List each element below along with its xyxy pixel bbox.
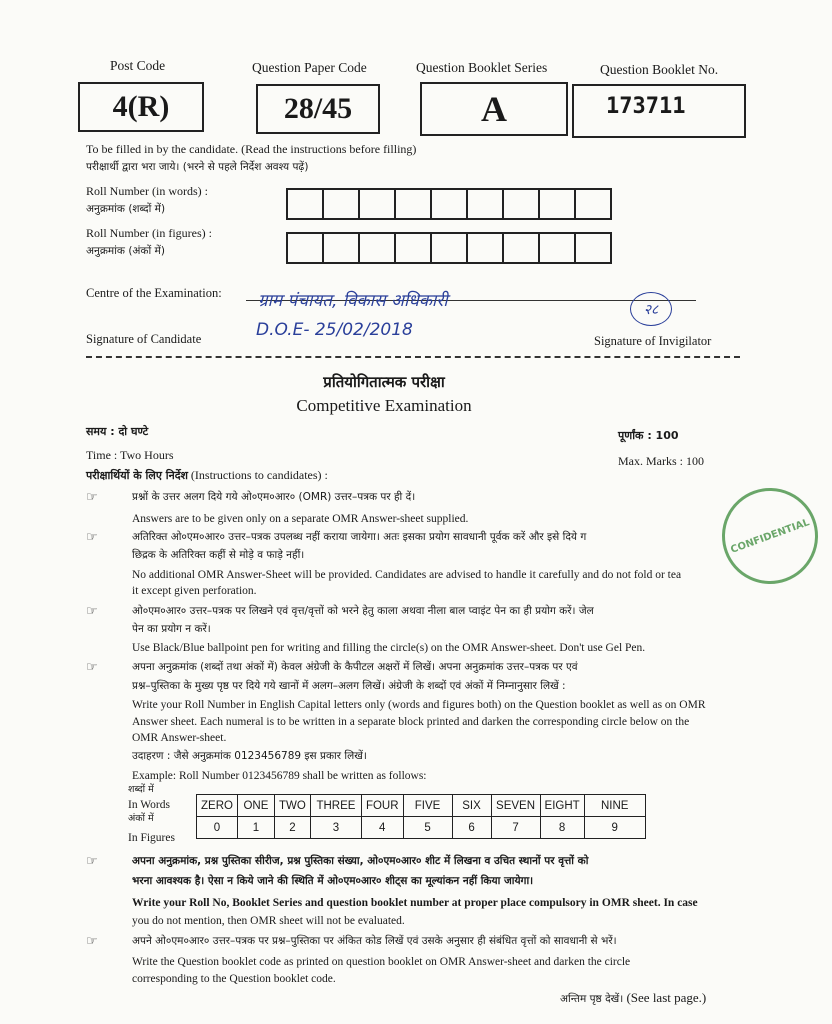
circled-number (630, 292, 672, 326)
instruction-5-hi: अपना अनुक्रमांक, प्रश्न पुस्तिका सीरीज, प्रश्न पुस्तिका संख्या, ओ०एम०आर० शीट में लिखना व उचित स्थानों पर वृत्तों को (132, 855, 589, 867)
pointing-hand-icon: ☞ (86, 934, 98, 949)
roll-words-boxes[interactable] (288, 188, 612, 220)
instruction-3-hi: ओ०एम०आर० उत्तर–पत्रक पर लिखने एवं वृत्त/वृत्तों को भरने हेतु काला अथवा नीला बाल प्वाइंट पेन का ही प्रयोग करें। जेल (132, 605, 594, 617)
centre-handwritten: ग्राम पंचायत, विकास अधिकारी (258, 291, 448, 311)
pointing-hand-icon: ☞ (86, 604, 98, 619)
in-words-en: In Words (128, 799, 170, 811)
exam-title-en: Competitive Examination (296, 396, 472, 415)
see-last-page-hi: अन्तिम पृष्ठ देखें। (560, 993, 624, 1005)
table-cell: 8 (540, 817, 584, 839)
instruction-2-hi: अतिरिक्त ओ०एम०आर० उत्तर–पत्रक उपलब्ध नहीं कराया जायेगा। अतः इसका प्रयोग सावधानी पूर्वक करें और इसे दिये ग (132, 531, 587, 543)
instruction-4-en-2: Answer sheet. Each numeral is to be written in a separate block printed and darken the corresponding circle below on the (132, 716, 690, 728)
example-en: Example: Roll Number 0123456789 shall be written as follows: (132, 770, 427, 782)
confidential-stamp (722, 480, 811, 590)
instruction-5-hi-2: भरना आवश्यक है। ऐसा न किये जाने की स्थिति में ओ०एम०आर० शीट्स का मूल्यांकन नहीं किया जायेगा। (132, 875, 534, 887)
instructions-heading (86, 468, 328, 484)
instruction-2-en: No additional OMR Answer-Sheet will be provided. Candidates are advised to handle it carefully and do not fold or tea (132, 569, 682, 581)
exam-title-hi: प्रतियोगितात्मक परीक्षा (323, 373, 445, 391)
table-cell: THREE (310, 795, 361, 817)
roll-words-label-en: Roll Number (in words) : (86, 184, 208, 198)
roll-figures-label-en: Roll Number (in figures) : (86, 226, 212, 240)
roll-words-label-hi: अनुक्रमांक (शब्दों में) (86, 203, 166, 215)
paper-code-value: 28/45 (283, 92, 353, 125)
pointing-hand-icon: ☞ (86, 854, 98, 869)
post-code-label: Post Code (110, 58, 166, 73)
table-cell: 1 (237, 817, 274, 839)
cut-line (86, 356, 740, 358)
instruction-6-en-2: corresponding to the Question booklet code. (132, 973, 336, 985)
see-last-page-en: (See last page.) (626, 990, 707, 1005)
series-label: Question Booklet Series (416, 60, 548, 75)
in-figures-hi: अंकों में (128, 813, 154, 824)
table-cell: ZERO (197, 795, 238, 817)
time-hi: समय : दो घण्टे (86, 425, 149, 438)
paper-code-box (256, 84, 380, 134)
series-box (420, 82, 568, 136)
instructions-heading-hi: परीक्षार्थियों के लिए निर्देश (86, 469, 189, 482)
instruction-1-en: Answers are to be given only on a separate OMR Answer-sheet supplied. (132, 513, 469, 525)
centre-label: Centre of the Examination: (86, 286, 222, 300)
in-words-hi: शब्दों में (128, 784, 154, 795)
fill-note-en: To be filled in by the candidate. (Read the instructions before filling) (86, 142, 417, 156)
table-cell: NINE (584, 795, 645, 817)
instruction-1-hi: प्रश्नों के उत्तर अलग दिये गये ओ०एम०आर० (OMR) उत्तर–पत्रक पर ही दें। (132, 491, 416, 503)
table-cell: FIVE (403, 795, 452, 817)
figures-row (197, 817, 646, 839)
instruction-6-en: Write the Question booklet code as printed on question booklet on OMR Answer-sheet and darken the circle (132, 956, 631, 968)
roll-example-table (196, 794, 646, 839)
instruction-3-en: Use Black/Blue ballpoint pen for writing and filling the circle(s) on the OMR Answer-sheet. Don't use Gel Pen. (132, 642, 646, 654)
paper-code-label: Question Paper Code (252, 60, 367, 75)
instruction-5-en-2: you do not mention, then OMR sheet will not be evaluated. (132, 915, 405, 927)
instruction-4-en: Write your Roll Number in English Capital letters only (words and figures both) on the Question booklet as well as on OMR (132, 699, 706, 711)
table-cell: TWO (274, 795, 310, 817)
booklet-no-label: Question Booklet No. (600, 62, 719, 77)
instructions-heading-en: (Instructions to candidates) : (190, 468, 328, 482)
table-cell: 5 (403, 817, 452, 839)
pointing-hand-icon: ☞ (86, 490, 98, 505)
instruction-5-en: Write your Roll No, Booklet Series and question booklet number at proper place compulsory in OMR sheet. In case (132, 897, 698, 909)
table-cell: 2 (274, 817, 310, 839)
instruction-3-hi-2: पेन का प्रयोग न करें। (132, 623, 211, 635)
roll-figures-label-hi: अनुक्रमांक (अंकों में) (86, 245, 165, 257)
table-cell: ONE (237, 795, 274, 817)
table-cell: 6 (452, 817, 491, 839)
fill-note-hi: परीक्षार्थी द्वारा भरा जाये। (भरने से पहले निर्देश अवश्य पढ़ें) (86, 161, 309, 173)
booklet-no-value: 173711 (606, 94, 686, 119)
words-row (197, 795, 646, 817)
doe-handwritten: D.O.E- 25/02/2018 (256, 320, 413, 340)
example-hi: उदाहरण : जैसे अनुक्रमांक 0123456789 इस प्रकार लिखें। (132, 750, 367, 762)
instruction-6-hi: अपने ओ०एम०आर० उत्तर–पत्रक पर प्रश्न–पुस्तिका पर अंकित कोड लिखें एवं उसके अनुसार ही संबंधित वृत्तों को सावधानी से भरें। (132, 935, 617, 947)
table-cell: FOUR (361, 795, 403, 817)
table-cell: 3 (310, 817, 361, 839)
circled-number-text: २८ (643, 301, 659, 318)
table-cell: 4 (361, 817, 403, 839)
stamp-text: CONFIDENTIAL (729, 516, 811, 556)
signature-candidate-label: Signature of Candidate (86, 332, 202, 346)
see-last-page (560, 990, 706, 1007)
pointing-hand-icon: ☞ (86, 530, 98, 545)
post-code-value: 4(R) (112, 90, 170, 123)
post-code-box (78, 82, 204, 132)
booklet-no-box (572, 84, 746, 138)
table-cell: SEVEN (491, 795, 540, 817)
instruction-4-en-3: OMR Answer-sheet. (132, 732, 227, 744)
instruction-2-hi-2: छिद्रक के अतिरिक्त कहीं से मोड़े व फाड़े नहीं। (132, 549, 305, 561)
marks-hi: पूर्णांक : 100 (618, 429, 679, 442)
roll-figures-boxes[interactable] (288, 232, 612, 264)
in-figures-en: In Figures (128, 832, 175, 844)
series-value: A (481, 89, 507, 129)
instruction-4-hi-2: प्रश्न–पुस्तिका के मुख्य पृष्ठ पर दिये गये खानों में अलग–अलग लिखें। अंग्रेजी के शब्दों एवं अंकों में निम्नानुसार लिखें : (132, 680, 566, 692)
time-en: Time : Two Hours (86, 448, 174, 462)
table-cell: EIGHT (540, 795, 584, 817)
marks-en: Max. Marks : 100 (618, 454, 704, 468)
signature-invigilator-label: Signature of Invigilator (594, 334, 712, 348)
instruction-2-en-2: it except given perforation. (132, 585, 257, 597)
pointing-hand-icon: ☞ (86, 660, 98, 675)
table-cell: 0 (197, 817, 238, 839)
instruction-4-hi: अपना अनुक्रमांक (शब्दों तथा अंकों में) केवल अंग्रेजी के कैपीटल अक्षरों में लिखें। अपना अनुक्रमांक उत्तर–पत्रक पर एवं (132, 661, 578, 673)
table-cell: 7 (491, 817, 540, 839)
table-cell: SIX (452, 795, 491, 817)
table-cell: 9 (584, 817, 645, 839)
